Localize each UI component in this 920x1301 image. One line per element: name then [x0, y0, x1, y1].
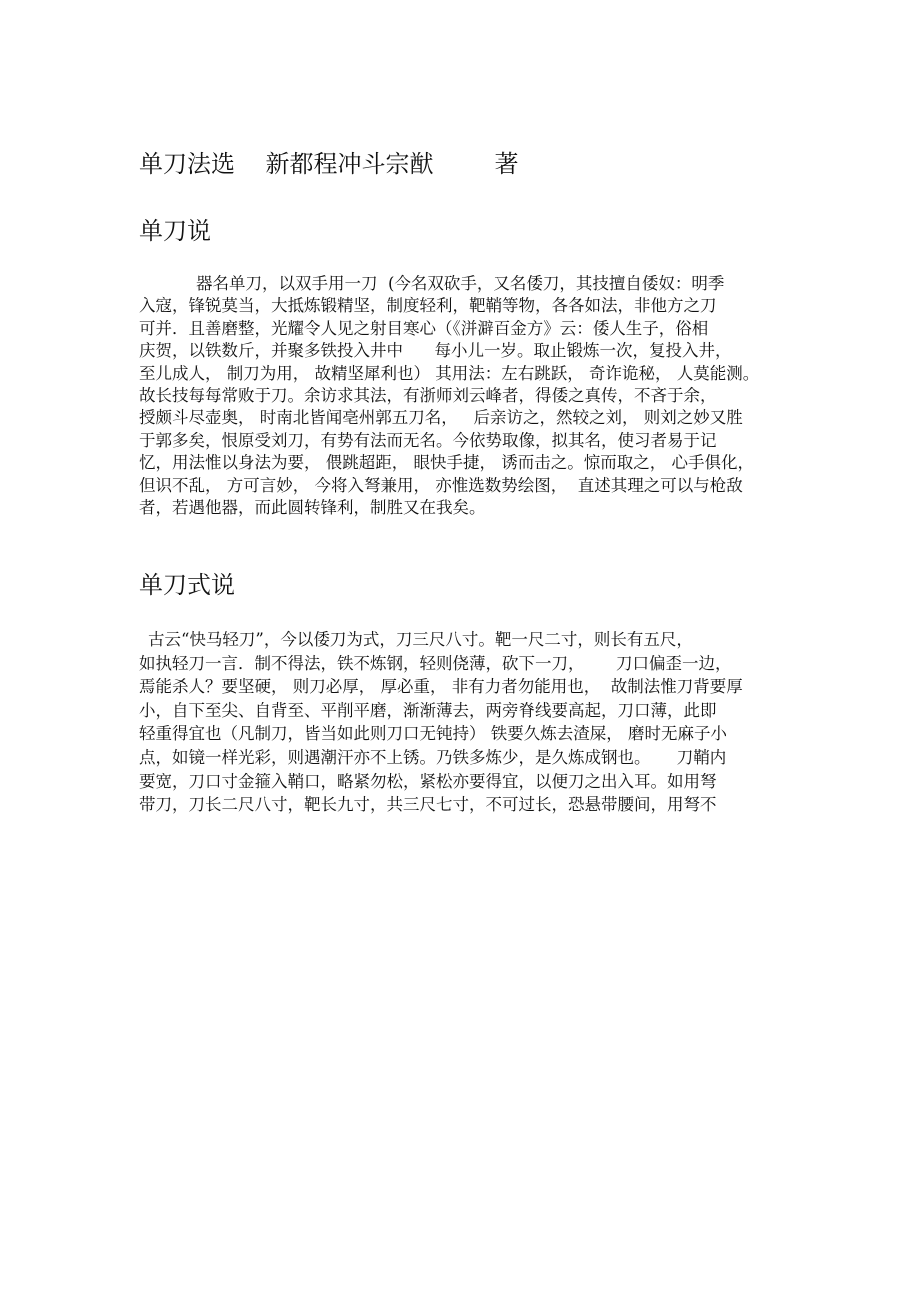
text-line: 至儿成人， 制刀为用， 故精坚犀利也） 其用法：左右跳跃， 奇诈诡秘， 人莫能测。 [139, 363, 760, 383]
text-line: 庆贺，以铁数斤，并聚多铁投入井中 每小儿一岁。取止锻炼一次，复投入井， [139, 341, 732, 361]
text-line: 要宽，刀口寸金箍入鞘口，略紧勿松，紧松亦要得宜，以便刀之出入耳。如用弩 [139, 771, 717, 791]
text-line: 带刀，刀长二尺八寸，靶长九寸，共三尺七寸，不可过长，恐悬带腰间，用弩不 [139, 795, 717, 815]
text-line: 但识不乱， 方可言妙， 今将入弩兼用， 亦惟选数势绘图， 直述其理之可以与枪敌 [139, 475, 743, 495]
text-line: 忆，用法惟以身法为要， 偎跳超距， 眼快手捷， 诱而击之。惊而取之， 心手俱化， [139, 453, 754, 473]
text-line: 授颇斗尽壶奥， 时南北皆闻亳州郭五刀名， 后亲访之，然较之刘， 则刘之妙又胜 [139, 408, 743, 428]
text-line: 轻重得宜也（凡制刀，皆当如此则刀口无钝持） 铁要久炼去渣屎， 磨时无麻子小 [139, 724, 727, 744]
text-line: 者，若遇他器，而此圆转锋利，制胜又在我矣。 [139, 498, 486, 517]
section-heading: 单刀式说 [139, 571, 235, 599]
text-line: 于郭多矣，恨原受刘刀，有势有法而无名。今依势取像，拟其名，使习者易于记 [139, 430, 717, 450]
text-line: 如执轻刀一言．制不得法，铁不炼钢，轻则侥薄，砍下一刀， 刀口偏歪一边， [139, 653, 732, 673]
text-line: 入寇，锋锐莫当，大抵炼锻精坚，制度轻利，靶鞘等物，各各如法，非他方之刀 [139, 296, 717, 316]
text-line: 小，自下至尖、自背至、平削平磨，渐渐薄去，两旁脊线要高起，刀口薄，此即 [139, 700, 717, 720]
text-line: 故长技每每常败于刀。余访求其法，有浙师刘云峰者，得倭之真传，不吝于余， [139, 386, 717, 405]
text-line: 焉能杀人？要坚硬， 则刀必厚， 厚必重， 非有力者勿能用也， 故制法惟刀背要厚 [139, 677, 743, 697]
text-line: 可并．且善磨整，光耀令人见之射目寒心（《洴澼百金方》云：倭人生子，俗相 [139, 318, 709, 338]
text-line: 器名单刀，以双手用一刀 (今名双砍手，又名倭刀，其技擅自倭奴：明季 [196, 274, 725, 293]
text-line: 古云“快马轻刀”，今以倭刀为式，刀三尺八寸。靶一尺二寸，则长有五尺， [148, 630, 693, 649]
section-heading: 单刀说 [139, 217, 211, 245]
text-line: 点，如镜一样光彩，则遇潮汗亦不上锈。乃铁多炼少，是久炼成钢也。 刀鞘内 [139, 748, 727, 767]
document-title: 单刀法选 新都程冲斗宗猷 著 [139, 150, 519, 178]
